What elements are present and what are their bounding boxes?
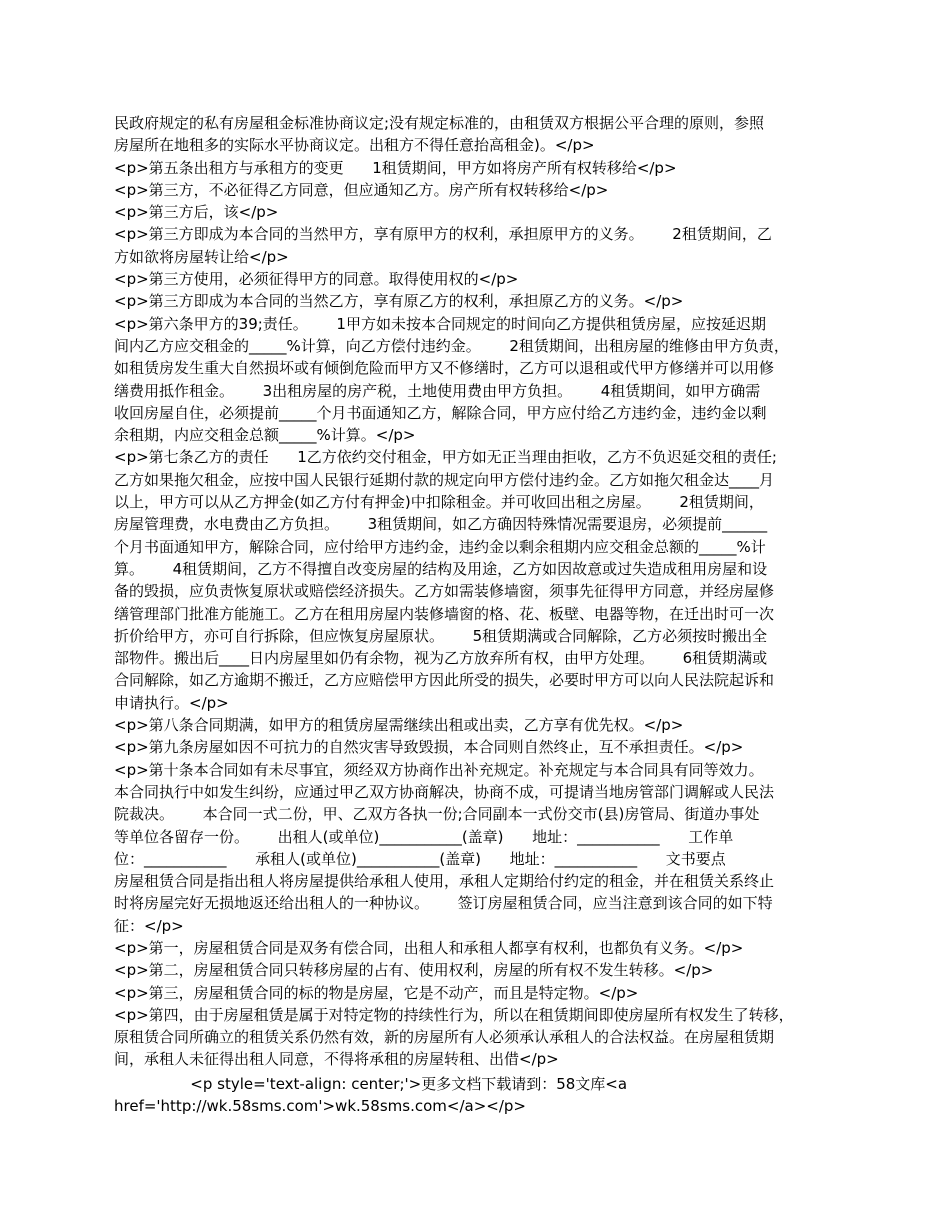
text-line: 院裁决。 本合同一式二份，甲、乙双方各执一份;合同副本一式份交市(县)房管局、街道办事处 (114, 805, 760, 824)
text-line: <p>第八条合同期满，如甲方的租赁房屋需继续出租或出卖，乙方享有优先权。</p> (114, 716, 684, 735)
text-line: 征：</p> (114, 916, 184, 935)
text-line: 合同解除，如乙方逾期不搬迁，乙方应赔偿甲方因此所受的损失，必要时甲方可以向人民法院起诉和 (114, 671, 775, 690)
text-line: 缮管理部门批准方能施工。乙方在租用房屋内装修墙窗的格、花、板壁、电器等物，在迁出时可一次 (114, 604, 775, 623)
text-line: 民政府规定的私有房屋租金标准协商议定;没有规定标准的，由租赁双方根据公平合理的原则，参照 (114, 114, 765, 132)
text-line: <p>第三方即成为本合同的当然甲方，享有原甲方的权利，承担原甲方的义务。 2租赁期间，乙 (114, 225, 772, 244)
text-line: <p>第三方使用，必须征得甲方的同意。取得使用权的</p> (114, 270, 519, 289)
text-line: 缮费用抵作租金。 3出租房屋的房产税，土地使用费由甲方负担。 4租赁期间，如甲方确需 (114, 381, 761, 400)
text-line: 部物件。搬出后____日内房屋里如仍有余物，视为乙方放弃所有权，由甲方处理。 6租赁期满或 (114, 649, 768, 668)
text-line: <p>第七条乙方的责任 1乙方依约交付租金，甲方如无正当理由拒收，乙方不负迟延交租的责任; (114, 448, 777, 467)
text-line: 间，承租人未征得出租人同意，不得将承租的房屋转租、出借</p> (114, 1050, 559, 1069)
text-line: <p>第三方，不必征得乙方同意，但应通知乙方。房产所有权转移给</p> (114, 180, 609, 199)
text-line: 算。 4租赁期间，乙方不得擅自改变房屋的结构及用途，乙方如因故意或过失造成租用房屋和设 (114, 559, 768, 578)
text-line: 余租期，内应交租金总额_____%计算。</p> (114, 426, 416, 445)
text-line: 以上，甲方可以从乙方押金(如乙方付有押金)中扣除租金。并可收回出租之房屋。 2租赁期间， (114, 493, 764, 512)
text-line: 折价给甲方，亦可自行拆除，但应恢复房屋原状。 5租赁期满或合同解除，乙方必须按时搬出全 (114, 626, 768, 645)
text-line: 本合同执行中如发生纠纷，应通过甲乙双方协商解决，协商不成，可提请当地房管部门调解或人民法 (114, 782, 775, 801)
text-line: 等单位各留存一份。 出租人(或单位)___________(盖章) 地址：___________ 工作单 (114, 827, 734, 846)
text-line: 如租赁房发生重大自然损坏或有倾倒危险而甲方又不修缮时，乙方可以退租或代甲方修缮并可以用修 (114, 359, 775, 378)
text-line: <p>第六条甲方的39;责任。 1甲方如未按本合同规定的时间向乙方提供租赁房屋，应按延迟期 (114, 314, 766, 333)
text-line: <p>第一，房屋租赁合同是双务有偿合同，出租人和承租人都享有权利，也都负有义务。</p> (114, 938, 744, 957)
text-line: <p>第二，房屋租赁合同只转移房屋的占有、使用权利，房屋的所有权不发生转移。</p> (114, 961, 714, 980)
text-line: <p>第十条本合同如有未尽事宜，须经双方协商作出补充规定。补充规定与本合同具有同等效力。 (114, 760, 764, 779)
text-line: <p>第三方后，该</p> (114, 203, 279, 222)
document-footer (114, 1073, 840, 1118)
text-line: 原租赁合同所确立的租赁关系仍然有效，新的房屋所有人必须承认承租人的合法权益。在房屋租赁期 (114, 1028, 775, 1047)
text-line: 时将房屋完好无损地返还给出租人的一种协议。 签订房屋租赁合同，应当注意到该合同的如下特 (114, 894, 773, 913)
text-line: 收回房屋自住，必须提前_____个月书面通知乙方，解除合同，甲方应付给乙方违约金，违约金以剩 (114, 403, 767, 422)
text-line: <p>第四，由于房屋租赁是属于对特定物的持续性行为，所以在租赁期间即使房屋所有权发生了转移， (114, 1005, 794, 1024)
text-line: <p>第五条出租方与承租方的变更 1租赁期间，甲方如将房产所有权转移给</p> (114, 158, 677, 177)
text-line: 位：___________ 承租人(或单位)___________(盖章) 地址：___________ 文书要点 (114, 849, 726, 868)
text-line: 个月书面通知甲方，解除合同，应付给甲方违约金，违约金以剩余租期内应交租金总额的_____%计 (114, 537, 766, 556)
text-line: 方如欲将房屋转让给</p> (114, 247, 289, 266)
text-line: 乙方如果拖欠租金，应按中国人民银行延期付款的规定向甲方偿付违约金。乙方如拖欠租金达____月 (114, 470, 775, 489)
text-line: 间内乙方应交租金的_____%计算，向乙方偿付违约金。 2租赁期间，出租房屋的维修由甲方负责， (114, 336, 789, 355)
text-line: <p>第三方即成为本合同的当然乙方，享有原乙方的权利，承担原乙方的义务。</p> (114, 292, 684, 311)
document-body (114, 112, 840, 1071)
footer-line-2: href='http://wk.58sms.com'>wk.58sms.com</a></p> (114, 1097, 526, 1116)
text-line: 房屋所在地租多的实际水平协商议定。出租方不得任意抬高租金)。</p> (114, 136, 595, 155)
text-line: 房屋租赁合同是指出租人将房屋提供给承租人使用，承租人定期给付约定的租金，并在租赁关系终止 (114, 872, 775, 891)
text-line: 申请执行。</p> (114, 693, 229, 712)
text-line: 房屋管理费，水电费由乙方负担。 3租赁期间，如乙方确因特殊情况需要退房，必须提前______ (114, 515, 768, 534)
footer-line-1: <p style='text-align: center;'>更多文档下载请到：58文库<a (114, 1074, 628, 1093)
text-line: <p>第九条房屋如因不可抗力的自然灾害导致毁损，本合同则自然终止，互不承担责任。</p> (114, 738, 744, 757)
text-line: 备的毁损，应负责恢复原状或赔偿经济损失。乙方如需装修墙窗，须事先征得甲方同意，并经房屋修 (114, 582, 775, 601)
text-line: <p>第三，房屋租赁合同的标的物是房屋，它是不动产，而且是特定物。</p> (114, 983, 639, 1002)
